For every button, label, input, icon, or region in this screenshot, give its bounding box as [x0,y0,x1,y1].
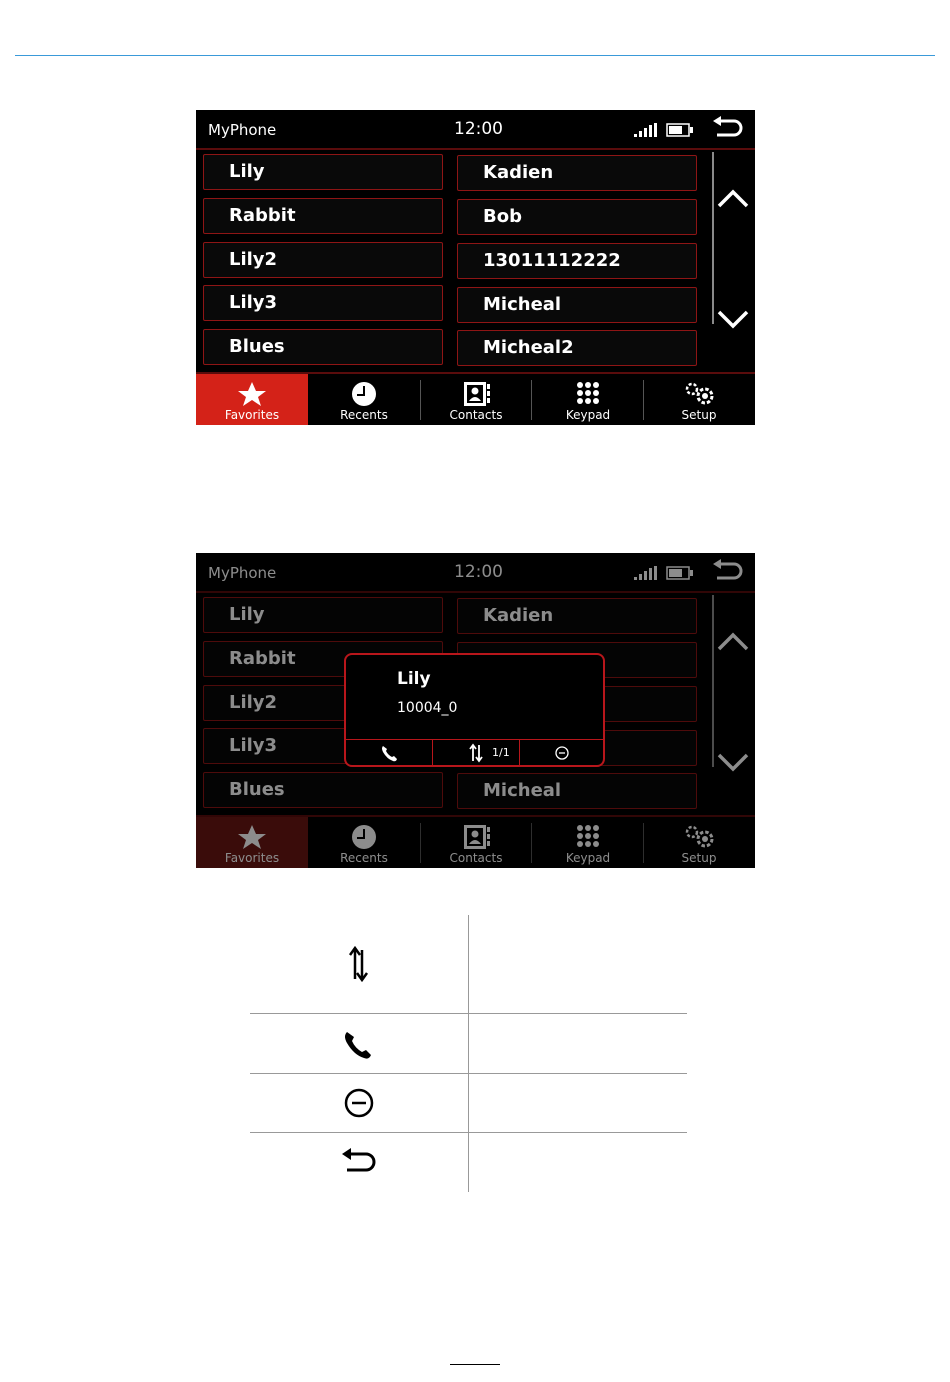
back-arrow-icon [340,1145,378,1181]
phone-screen-favorite-popup [196,553,755,868]
battery-icon [666,123,694,137]
contact-name: 13011112222 [483,250,621,271]
phone-icon [340,1026,378,1062]
tab-label: Contacts [449,408,503,422]
contact-name: Rabbit [229,648,296,669]
contact-button[interactable] [203,242,443,278]
contact-name: Lily [229,161,265,182]
minus-circle-icon [340,1085,378,1121]
popup-page-count: 1/1 [492,746,510,759]
star-icon [196,381,308,407]
popup-contact-number: 10004_0 [397,700,458,716]
clock: 12:00 [454,562,503,582]
contacts-book-icon [420,381,532,407]
minus-circle-icon[interactable] [520,740,603,766]
tab-label: Recents [340,408,388,422]
table-divider [468,915,469,1192]
footer-rule [450,1364,500,1365]
contact-name: Bob [483,206,522,227]
phone-screen-favorites [196,110,755,425]
clock-icon [308,381,420,407]
tab-recents[interactable] [308,374,420,425]
contact-name: Lily3 [229,292,278,313]
app-title: MyPhone [208,121,277,139]
contact-button[interactable] [203,154,443,190]
tab-label: Favorites [224,408,280,422]
tab-label: Setup [681,408,717,422]
contact-name: Micheal [483,780,562,801]
tab-label: Recents [340,851,388,865]
tab-keypad[interactable] [532,374,644,425]
favorite-popup [344,653,605,767]
contact-name: Kadien [483,162,554,183]
contact-button[interactable] [457,330,697,366]
contact-button[interactable] [457,199,697,235]
contact-button[interactable] [457,243,697,279]
clock: 12:00 [454,119,503,139]
contact-button[interactable] [203,198,443,234]
contact-name: Lily2 [229,692,278,713]
contact-name: Rabbit [229,205,296,226]
scrollbar-thumb[interactable] [712,152,714,324]
app-title: MyPhone [208,564,277,582]
contact-name: Micheal2 [483,337,574,358]
contact-name: Lily3 [229,735,278,756]
gears-icon [643,381,755,407]
contact-button[interactable] [203,329,443,365]
tab-label: Setup [681,851,717,865]
tab-label: Favorites [224,851,280,865]
popup-contact-name: Lily [397,669,431,689]
phone-icon[interactable] [346,740,432,766]
signal-icon [634,123,658,137]
table-row-divider [250,1132,687,1133]
tab-label: Keypad [565,851,611,865]
contact-button[interactable] [457,155,697,191]
contact-button[interactable] [457,287,697,323]
contact-name: Lily [229,604,265,625]
contact-button[interactable] [203,285,443,321]
scroll-down-icon[interactable] [717,308,749,330]
keypad-icon [532,381,644,407]
scroll-up-icon[interactable] [717,188,749,210]
tab-favorites[interactable] [196,374,308,425]
top-rule [15,55,935,56]
contact-name: Kadien [483,605,554,626]
tab-contacts[interactable] [420,374,532,425]
popup-actions [346,739,603,766]
table-row-divider [250,1013,687,1014]
tab-label: Keypad [565,408,611,422]
contact-name: Blues [229,336,285,357]
contact-name: Micheal [483,294,562,315]
contact-name: Blues [229,779,285,800]
swap-arrows-icon [340,946,378,982]
tab-setup[interactable] [643,374,755,425]
table-row-divider [250,1073,687,1074]
contact-name: Lily2 [229,249,278,270]
icon-legend-table [250,915,687,1192]
tab-bar [196,372,755,425]
back-arrow-icon[interactable] [710,116,744,142]
tab-label: Contacts [449,851,503,865]
status-bar [196,110,755,150]
